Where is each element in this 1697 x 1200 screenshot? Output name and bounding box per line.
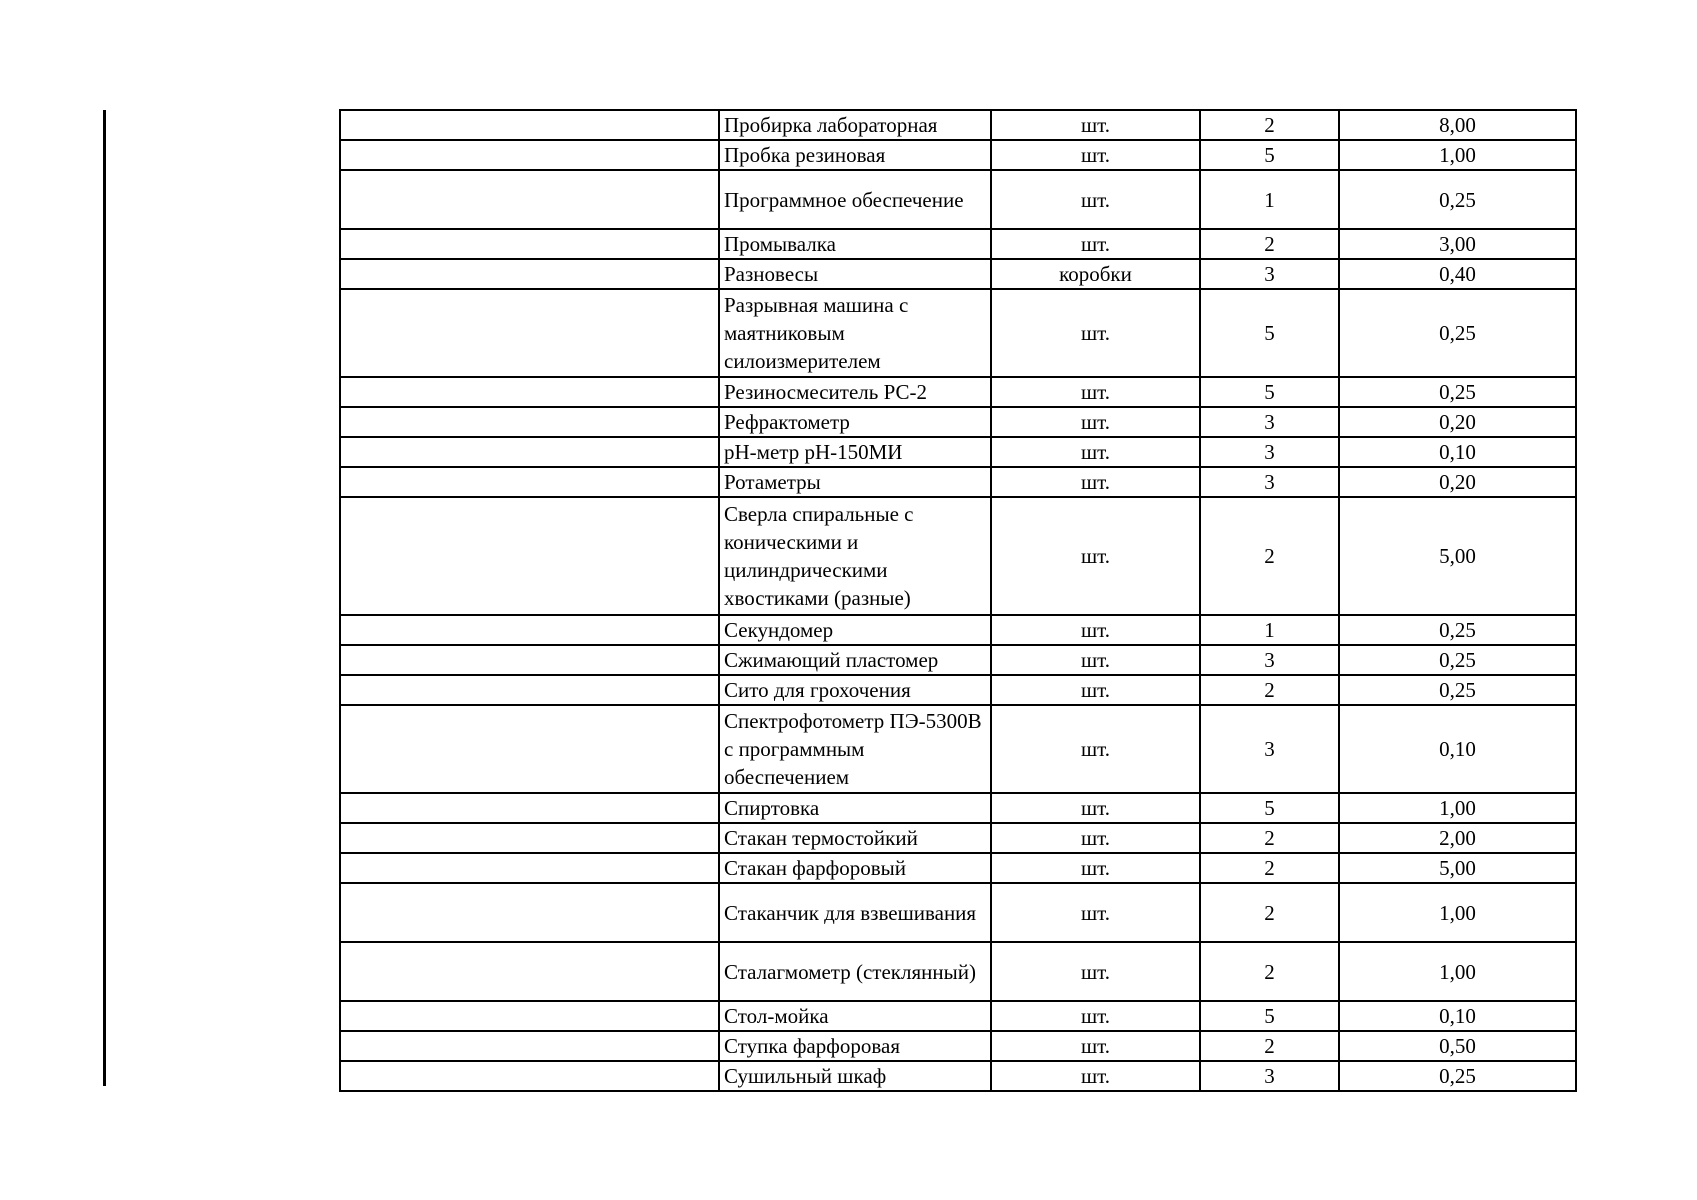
empty-cell: [340, 289, 719, 377]
unit-cell: шт.: [991, 140, 1200, 170]
unit-cell: шт.: [991, 170, 1200, 229]
item-name-cell: Сверла спиральные с коническими и цилиндрическими хвостиками (разные): [719, 497, 991, 615]
rate-cell: 0,25: [1339, 170, 1576, 229]
left-margin-rule: [103, 110, 106, 1086]
empty-cell: [340, 853, 719, 883]
item-name-cell: Стаканчик для взвешивания: [719, 883, 991, 942]
item-name-cell: Резиносмеситель РС-2: [719, 377, 991, 407]
rate-cell: 0,10: [1339, 1001, 1576, 1031]
quantity-cell: 5: [1200, 793, 1339, 823]
item-name-cell: Сито для грохочения: [719, 675, 991, 705]
rate-cell: 8,00: [1339, 110, 1576, 140]
quantity-cell: 2: [1200, 675, 1339, 705]
empty-cell: [340, 645, 719, 675]
quantity-cell: 5: [1200, 377, 1339, 407]
empty-cell: [340, 170, 719, 229]
table-row: [340, 675, 1576, 705]
table-row: [340, 705, 1576, 793]
quantity-cell: 5: [1200, 140, 1339, 170]
table-row: [340, 1001, 1576, 1031]
rate-cell: 0,20: [1339, 407, 1576, 437]
table-row: [340, 615, 1576, 645]
item-name-cell: Спектрофотометр ПЭ-5300В с программным обеспечением: [719, 705, 991, 793]
item-name-cell: Программное обеспечение: [719, 170, 991, 229]
empty-cell: [340, 377, 719, 407]
unit-cell: шт.: [991, 823, 1200, 853]
empty-cell: [340, 497, 719, 615]
quantity-cell: 1: [1200, 615, 1339, 645]
empty-cell: [340, 1001, 719, 1031]
unit-cell: шт.: [991, 705, 1200, 793]
table-row: [340, 497, 1576, 615]
item-name-cell: Рефрактометр: [719, 407, 991, 437]
item-name-cell: Стол-мойка: [719, 1001, 991, 1031]
rate-cell: 2,00: [1339, 823, 1576, 853]
table-row: [340, 793, 1576, 823]
rate-cell: 0,25: [1339, 1061, 1576, 1091]
table-row: [340, 853, 1576, 883]
unit-cell: шт.: [991, 289, 1200, 377]
rate-cell: 1,00: [1339, 942, 1576, 1001]
quantity-cell: 3: [1200, 1061, 1339, 1091]
empty-cell: [340, 675, 719, 705]
quantity-cell: 1: [1200, 170, 1339, 229]
unit-cell: шт.: [991, 615, 1200, 645]
unit-cell: коробки: [991, 259, 1200, 289]
quantity-cell: 2: [1200, 942, 1339, 1001]
unit-cell: шт.: [991, 1061, 1200, 1091]
equipment-table-body: [340, 110, 1576, 1091]
quantity-cell: 5: [1200, 289, 1339, 377]
table-row: [340, 437, 1576, 467]
quantity-cell: 2: [1200, 853, 1339, 883]
item-name-cell: Ступка фарфоровая: [719, 1031, 991, 1061]
empty-cell: [340, 883, 719, 942]
empty-cell: [340, 823, 719, 853]
empty-cell: [340, 259, 719, 289]
empty-cell: [340, 705, 719, 793]
rate-cell: 5,00: [1339, 853, 1576, 883]
rate-cell: 1,00: [1339, 793, 1576, 823]
empty-cell: [340, 140, 719, 170]
unit-cell: шт.: [991, 883, 1200, 942]
rate-cell: 0,25: [1339, 675, 1576, 705]
equipment-table: [339, 109, 1577, 1092]
quantity-cell: 3: [1200, 407, 1339, 437]
table-row: [340, 467, 1576, 497]
quantity-cell: 2: [1200, 883, 1339, 942]
empty-cell: [340, 1031, 719, 1061]
rate-cell: 0,40: [1339, 259, 1576, 289]
unit-cell: шт.: [991, 229, 1200, 259]
item-name-cell: Сжимающий пластомер: [719, 645, 991, 675]
item-name-cell: Пробка резиновая: [719, 140, 991, 170]
table-row: [340, 942, 1576, 1001]
table-row: [340, 1061, 1576, 1091]
rate-cell: 0,25: [1339, 289, 1576, 377]
unit-cell: шт.: [991, 675, 1200, 705]
table-row: [340, 823, 1576, 853]
item-name-cell: Сталагмометр (стеклянный): [719, 942, 991, 1001]
item-name-cell: Разрывная машина с маятниковым силоизмерителем: [719, 289, 991, 377]
table-row: [340, 170, 1576, 229]
item-name-cell: Ротаметры: [719, 467, 991, 497]
empty-cell: [340, 437, 719, 467]
rate-cell: 0,25: [1339, 615, 1576, 645]
rate-cell: 1,00: [1339, 140, 1576, 170]
table-row: [340, 883, 1576, 942]
unit-cell: шт.: [991, 377, 1200, 407]
quantity-cell: 2: [1200, 823, 1339, 853]
quantity-cell: 3: [1200, 645, 1339, 675]
quantity-cell: 3: [1200, 705, 1339, 793]
table-row: [340, 259, 1576, 289]
empty-cell: [340, 110, 719, 140]
empty-cell: [340, 793, 719, 823]
table-row: [340, 140, 1576, 170]
item-name-cell: Секундомер: [719, 615, 991, 645]
empty-cell: [340, 229, 719, 259]
unit-cell: шт.: [991, 853, 1200, 883]
unit-cell: шт.: [991, 942, 1200, 1001]
empty-cell: [340, 407, 719, 437]
item-name-cell: Разновесы: [719, 259, 991, 289]
quantity-cell: 2: [1200, 110, 1339, 140]
empty-cell: [340, 467, 719, 497]
table-row: [340, 110, 1576, 140]
quantity-cell: 2: [1200, 229, 1339, 259]
table-row: [340, 407, 1576, 437]
item-name-cell: Спиртовка: [719, 793, 991, 823]
unit-cell: шт.: [991, 467, 1200, 497]
table-row: [340, 377, 1576, 407]
table-row: [340, 645, 1576, 675]
empty-cell: [340, 615, 719, 645]
rate-cell: 0,50: [1339, 1031, 1576, 1061]
unit-cell: шт.: [991, 645, 1200, 675]
unit-cell: шт.: [991, 437, 1200, 467]
table-row: [340, 1031, 1576, 1061]
rate-cell: 3,00: [1339, 229, 1576, 259]
quantity-cell: 5: [1200, 1001, 1339, 1031]
rate-cell: 0,10: [1339, 437, 1576, 467]
item-name-cell: Стакан термостойкий: [719, 823, 991, 853]
unit-cell: шт.: [991, 407, 1200, 437]
item-name-cell: Стакан фарфоровый: [719, 853, 991, 883]
rate-cell: 0,25: [1339, 645, 1576, 675]
quantity-cell: 3: [1200, 259, 1339, 289]
item-name-cell: Сушильный шкаф: [719, 1061, 991, 1091]
table-row: [340, 229, 1576, 259]
unit-cell: шт.: [991, 1031, 1200, 1061]
quantity-cell: 2: [1200, 1031, 1339, 1061]
rate-cell: 0,10: [1339, 705, 1576, 793]
quantity-cell: 2: [1200, 497, 1339, 615]
item-name-cell: pH-метр pH-150МИ: [719, 437, 991, 467]
rate-cell: 0,20: [1339, 467, 1576, 497]
unit-cell: шт.: [991, 497, 1200, 615]
unit-cell: шт.: [991, 110, 1200, 140]
table-row: [340, 289, 1576, 377]
rate-cell: 1,00: [1339, 883, 1576, 942]
empty-cell: [340, 942, 719, 1001]
item-name-cell: Промывалка: [719, 229, 991, 259]
unit-cell: шт.: [991, 1001, 1200, 1031]
rate-cell: 5,00: [1339, 497, 1576, 615]
empty-cell: [340, 1061, 719, 1091]
unit-cell: шт.: [991, 793, 1200, 823]
item-name-cell: Пробирка лабораторная: [719, 110, 991, 140]
quantity-cell: 3: [1200, 467, 1339, 497]
rate-cell: 0,25: [1339, 377, 1576, 407]
quantity-cell: 3: [1200, 437, 1339, 467]
